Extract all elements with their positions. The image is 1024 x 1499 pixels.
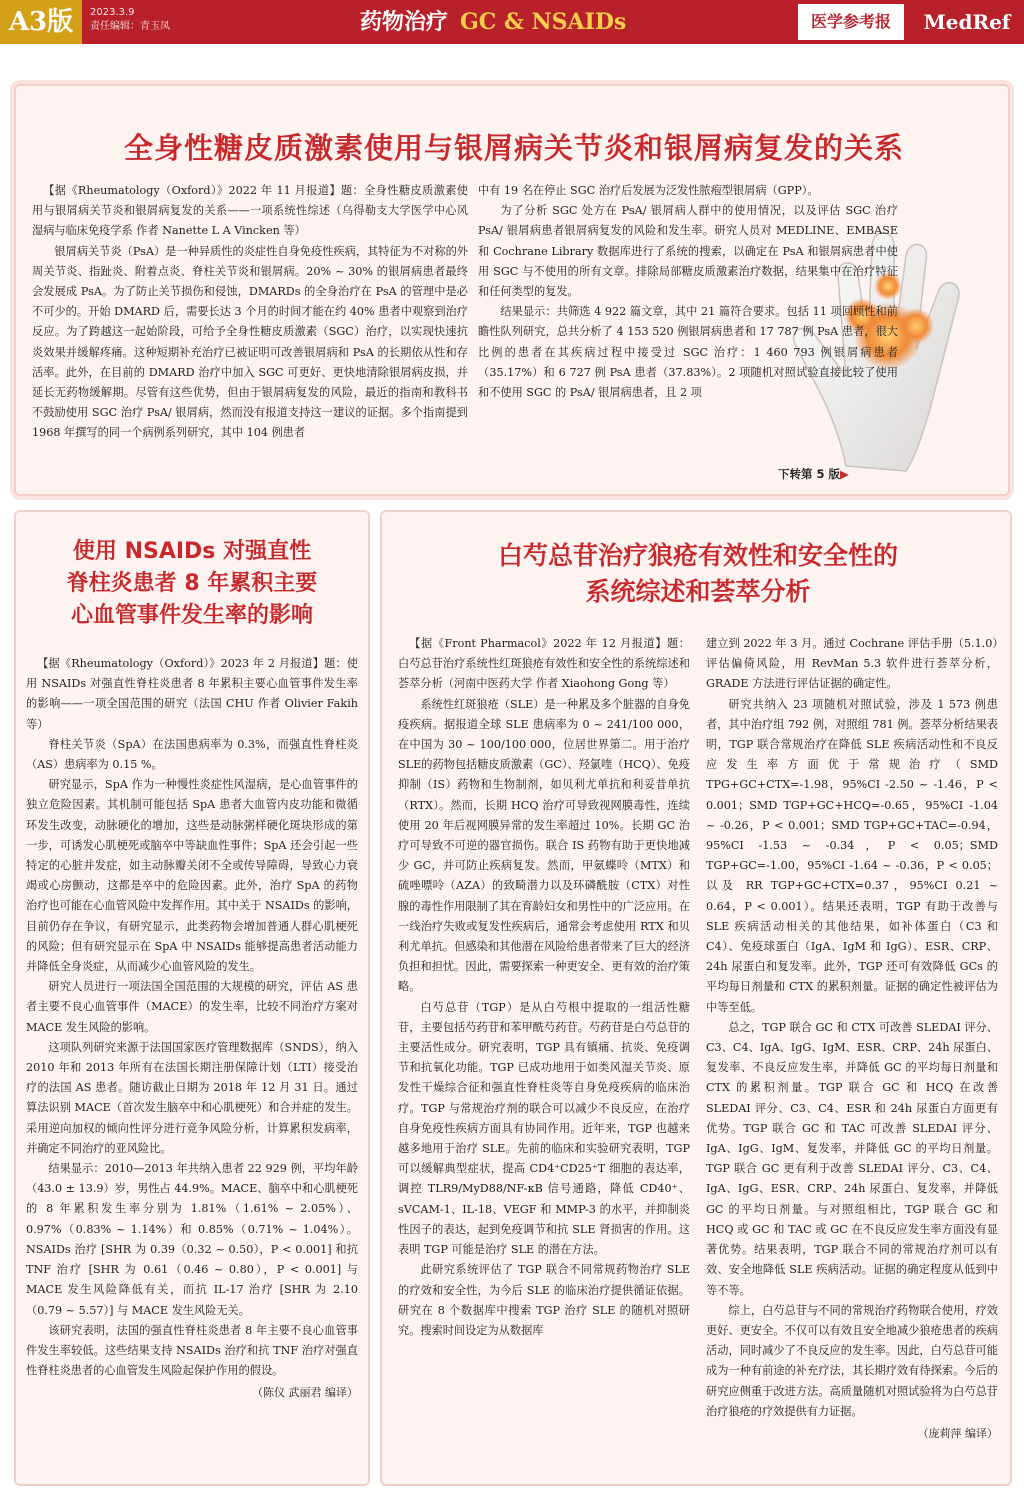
article-author: （陈仪 武丽君 编译） — [252, 1386, 358, 1400]
article-paragraph: 系统性红斑狼疮（SLE）是一种累及多个脏器的自身免疫疾病。据报道全球 SLE 患病率为 0 ~ 241/100 000，在中国为 30 ~ 100/100 000，位居世界第二。用于治疗SLE的药物包括糖皮质激素（GC）、羟氯喹（HCQ）、免疫抑制（IS）药物和生物制剂，如贝利尤单抗和利妥昔单抗（RTX）。然而，长期 HCQ 治疗可导致视网膜毒性，连续使用 20 年后视网膜异常的发生率超过 10%。长期 GC 治疗可导致不可逆的器官损伤。联合 IS 药物有助于更快地减少 GC，并可防止疾病复发。然而，甲氨蝶呤（MTX）和硫唑嘌呤（AZA）的致畸潜力以及环磷酰胺（CTX）对性腺的毒性作用限制了其在育龄妇女和男性中的广泛应用。在一线治疗失败或复发性疾病后，通常会考虑使用 RTX 和贝利尤单抗。但感染和其他潜在风险给患者带来了巨大的经济负担和担忧。因此，需要探索一种更安全、更有效的治疗策略。 — [398, 697, 690, 994]
left-article-title — [26, 536, 358, 632]
issue-date: 2023.3.9 — [90, 7, 135, 18]
page-header — [0, 0, 1024, 44]
title-line: 心血管事件发生率的影响 — [70, 603, 313, 628]
top-article-col2 — [478, 181, 898, 465]
continue-label: 下转第 5 版 — [778, 467, 841, 481]
top-article-title: 全身性糖皮质激素使用与银屑病关节炎和银屑病复发的关系 — [123, 131, 904, 165]
continue-link[interactable] — [778, 466, 849, 482]
article-paragraph: 结果显示：2010—2013 年共纳入患者 22 929 例，平均年龄（43.0 ± 13.9）岁，男性占 44.9%。MACE、脑卒中和心肌梗死的 8 年累积发生率分别为 1.81%（1.61% ~ 2.05%）、0.97%（0.83% ~ 1.14%）和 0.85%（0.71% ~ 1.04%）。NSAIDs 治疗 [SHR 为 0.39（0.32 ~ 0.50），P < 0.001] 和抗 TNF 治疗 [SHR 为 0.61（0.46 ~ 0.80），P < 0.001] 与 MACE 发生风险降低有关，而抗 IL-17 治疗 [SHR 为 2.10（0.79 ~ 5.57）] 与 MACE 发生风险无关。 — [26, 1162, 358, 1317]
article-source: 【据《Rheumatology（Oxford）》2022 年 11 月报道】题：全身性糖皮质激素使用与银屑病关节炎和银屑病复发的关系——一项系统性综述（乌得勒支大学医学中心风湿病与临床免疫学系 作者 Nanette L A Vincken 等） — [32, 184, 468, 238]
edition-badge: A3版 — [0, 0, 82, 44]
article-paragraph: 研究共纳入 23 项随机对照试验，涉及 1 573 例患者，其中治疗组 792 例，对照组 781 例。荟萃分析结果表明，TGP 联合常规治疗在降低 SLE 疾病活动性和不良反应发生率方面优于常规治疗（SMD TPG+GC+CTX=-1.98，95%CI -2.50 ~ -1.46，P < 0.001；SMD TGP+GC+HCQ=-0.65，95%CI -1.04 ~ -0.26，P < 0.001；SMD TGP+GC+TAC=-0.94，95%CI -1.53 ~ -0.34，P < 0.05；SMD TGP+GC=-1.00，95%CI -1.64 ~ -0.36，P < 0.05；以及 RR TGP+GC+CTX=0.37，95%CI 0.21 ~ 0.64，P < 0.001）。结果还表明，TGP 有助于改善与 SLE 疾病活动相关的其他结果，如补体蛋白（C3 和 C4）、免疫球蛋白（IgA、IgM 和 IgG）、ESR、CRP、24h 尿蛋白和复发率。此外，TGP 还可有效降低 GCs 的平均每日剂量和 CTX 的累积剂量。证据的确定性被评估为中等至低。 — [706, 697, 998, 1014]
article-paragraph: 总之，TGP 联合 GC 和 CTX 可改善 SLEDAI 评分、C3、C4、IgA、IgG、IgM、ESR、CRP、24h 尿蛋白、复发率、不良反应发生率，并降低 GC 的平均每日剂量和 CTX 的累积剂量。TGP 联合 GC 和 HCQ 在改善 SLEDAI 评分、C3、C4、ESR 和 24h 尿蛋白方面更有优势。TGP 联合 GC 和 TAC 可改善 SLEDAI 评分、IgA、IgG、IgM、复发率，并降低 GC 的平均日剂量。TGP 联合 GC 更有利于改善 SLEDAI 评分、C3、C4、IgA、IgG、ESR、CRP、24h 尿蛋白、复发率，并降低 GC 的平均日剂量。与对照组相比，TGP 联合 GC 和 HCQ 或 GC 和 TAC 或 GC 在不良反应发生率方面没有显著优势。结果表明，TGP 联合不同的常规治疗剂可以有效、安全地降低 SLE 疾病活动。证据的确定程度从低到中等不等。 — [706, 1020, 998, 1297]
section-title — [360, 0, 626, 44]
title-line: 白芍总苷治疗狼疮有效性和安全性的 — [497, 541, 898, 570]
article-paragraph: 白芍总苷（TGP）是从白芍根中提取的一组活性糖苷，主要包括芍药苷和苯甲酰芍药苷。芍药苷是白芍总苷的主要活性成分。研究表明，TGP 具有镇痛、抗炎、免疫调节和抗氧化功能。TGP 已成功地用于如类风湿关节炎、原发性干燥综合征和强直性脊柱炎等自身免疫疾病的临床治疗。TGP 与常规治疗剂的联合可以减少不良反应，在治疗自身免疫性疾病方面具有协同作用。近年来，TGP 也越来越多地用于治疗 SLE。先前的临床和实验研究表明，TGP 可以缓解典型症状，提高 CD4⁺CD25⁺T 细胞的表达率，调控 TLR9/MyD88/NF-κB 信号通路，降低 CD40⁺、sVCAM-1、IL-18、VEGF 和 MMP-3 的水平，并抑制炎性因子的表达，起到免疫调节和抗 SLE 肾损害的作用。这表明 TGP 可能是治疗 SLE 的潜在方法。 — [398, 1000, 690, 1257]
title-line: 脊柱炎患者 8 年累积主要 — [66, 571, 318, 596]
brand-logo: 医学参考报 — [798, 4, 904, 40]
top-article-col1 — [32, 181, 468, 481]
left-article — [14, 510, 370, 1486]
left-article-body — [26, 654, 358, 1470]
section-title-cn: 药物治疗 — [360, 9, 449, 35]
article-paragraph: 为了分析 SGC 处方在 PsA/ 银屑病人群中的使用情况，以及评估 SGC 治疗 PsA/ 银屑病患者银屑病复发的风险和发生率。研究人员对 MEDLINE、EMBASE 和 Cochrane Library 数据库进行了系统的搜索，以确定在 PsA 和银屑病患者中使用 SGC 与不使用的所有文章。排除局部糖皮质激素治疗数据，结果集中在治疗特征和任何类型的复发。 — [478, 204, 898, 299]
article-paragraph: 研究显示，SpA 作为一种慢性炎症性风湿病，是心血管事件的独立危险因素。其机制可能包括 SpA 患者大血管内皮功能和微循环发生改变，动脉硬化的增加，这些是动脉粥样硬化斑块形成的第一步，可诱发心肌梗死或脑卒中等缺血性事件；SpA 还会引起一些特定的心脏并发症，如主动脉瓣关闭不全或传导障碍，导致心力衰竭或心房颤动，这都是卒中的危险因素。此外，治疗 SpA 的药物治疗也可能在心血管风险中发挥作用。其中关于 NSAIDs 的影响，目前仍存在争议，有研究显示，此类药物会增加普通人群心肌梗死的风险；但有研究显示在 SpA 中 NSAIDs 能够提高患者活动能力并降低全身炎症，从而减少心血管风险的发生。 — [26, 778, 358, 974]
brand-en: MedRef — [923, 10, 1011, 34]
article-paragraph: 这项队列研究来源于法国国家医疗管理数据库（SNDS），纳入 2010 年和 2013 年所有在法国长期注册保障计划（LTI）接受治疗的法国 AS 患者。随访截止日期为 2018 年 12 月 31 日。通过算法识别 MACE（首次发生脑卒中和心肌梗死）和合并症的发生。采用逆向加权的倾向性评分进行竞争风险分析，计算累积发病率，并确定不同治疗的亚风险比。 — [26, 1040, 358, 1155]
editor-line: 责任编辑：青玉凤 — [90, 21, 170, 32]
right-article — [380, 510, 1012, 1486]
top-article — [14, 84, 1010, 496]
right-article-col1 — [398, 634, 690, 1472]
triangle-right-icon: ▶ — [840, 467, 849, 481]
article-paragraph: 此研究系统评估了 TGP 联合不同常规药物治疗 SLE 的疗效和安全性，为今后 SLE 的临床治疗提供循证依据。研究在 8 个数据库中搜索 TGP 治疗 SLE 的随机对照研究。搜索时间设定为从数据库 — [398, 1263, 690, 1337]
title-line: 使用 NSAIDs 对强直性 — [72, 539, 312, 564]
header-meta — [90, 6, 170, 34]
article-source: 【据《Front Pharmacol》2022 年 12 月报道】题：白芍总苷治疗系统性红斑狼疮有效性和安全性的系统综述和荟萃分析（河南中医药大学 作者 Xiaohong Gong 等） — [398, 637, 690, 691]
section-title-en: GC & NSAIDs — [460, 9, 627, 35]
title-line: 系统综述和荟萃分析 — [585, 577, 811, 606]
article-paragraph: 综上，白芍总苷与不同的常规治疗药物联合使用，疗效更好、更安全。不仅可以有效且安全地减少狼疮患者的疾病活动，同时减少了不良反应的发生率。因此，白芍总苷可能成为一种有前途的补充疗法，其长期疗效有待探索。今后的研究应侧重于改进方法。高质量随机对照试验将为白芍总苷治疗狼疮的疗效提供有力证据。 — [706, 1303, 998, 1418]
article-paragraph: 该研究表明，法国的强直性脊柱炎患者 8 年主要不良心血管事件发生率较低。这些结果支持 NSAIDs 治疗和抗 TNF 治疗对强直性脊柱炎患者的心血管发生风险起保护作用的假设。 — [26, 1323, 358, 1378]
article-paragraph: 建立到 2022 年 3 月。通过 Cochrane 评估手册（5.1.0）评估偏倚风险，用 RevMan 5.3 软件进行荟萃分析，GRADE 方法进行评估证据的确定性。 — [706, 637, 998, 691]
article-paragraph: 研究人员进行一项法国全国范围的大规模的研究，评估 AS 患者主要不良心血管事件（MACE）的发生率，比较不同治疗方案对 MACE 发生风险的影响。 — [26, 980, 358, 1034]
article-paragraph: 结果显示：共筛选 4 922 篇文章，其中 21 篇符合要求。包括 11 项回顾性和前瞻性队列研究，总共分析了 4 153 520 例银屑病患者和 17 787 例 PsA 患者，很大比例的患者在其疾病过程中接受过 SGC 治疗：1 460 793 例银屑病患者（35.17%）和 6 727 例 PsA 患者（37.83%）。2 项随机对照试验直接比较了使用和不使用 SGC 的 PsA/ 银屑病患者，且 2 项 — [478, 305, 898, 400]
article-paragraph: 脊柱关节炎（SpA）在法国患病率为 0.3%，而强直性脊柱炎（AS）患病率为 0.15 %。 — [26, 737, 358, 772]
right-article-col2 — [706, 634, 998, 1472]
article-paragraph: 中有 19 名在停止 SGC 治疗后发展为泛发性脓疱型银屑病（GPP）。 — [478, 184, 819, 197]
article-paragraph: 银屑病关节炎（PsA）是一种异质性的炎症性自身免疫性疾病，其特征为不对称的外周关节炎、指趾炎、附着点炎、脊柱关节炎和银屑病。20% ~ 30% 的银屑病患者最终会发展成 PsA。为了防止关节损伤和侵蚀，DMARDs 的全身治疗在 PsA 的管理中是必不可少的。开始 DMARD 后，需要长达 3 个月的时间才能在约 40% 患者中观察到治疗反应。为了跨越这一起始阶段，可给予全身性糖皮质激素（SGC）治疗，以实现快速抗炎效果并缓解疼痛。这种短期补充治疗已被证明可改善银屑病和 PsA 的长期依从性和存活率。此外，在目前的 DMARD 治疗中加入 SGC 可更好、更快地清除银屑病皮损，并延长无药物缓解期。尽管有这些优势，但由于银屑病复发的风险，最近的指南和教科书不鼓励使用 SGC 治疗 PsA/ 银屑病，然而没有报道支持这一建议的证据。多个指南提到 1968 年撰写的同一个病例系列研究，其中 104 例患者 — [32, 244, 468, 440]
right-article-title — [412, 538, 984, 610]
article-source: 【据《Rheumatology（Oxford）》2023 年 2 月报道】题：使用 NSAIDs 对强直性脊柱炎患者 8 年累积主要心血管事件发生率的影响——一项全国范围的研究（法国 CHU 作者 Olivier Fakih 等） — [26, 657, 358, 731]
article-author: （庞莉萍 编译） — [917, 1426, 998, 1440]
